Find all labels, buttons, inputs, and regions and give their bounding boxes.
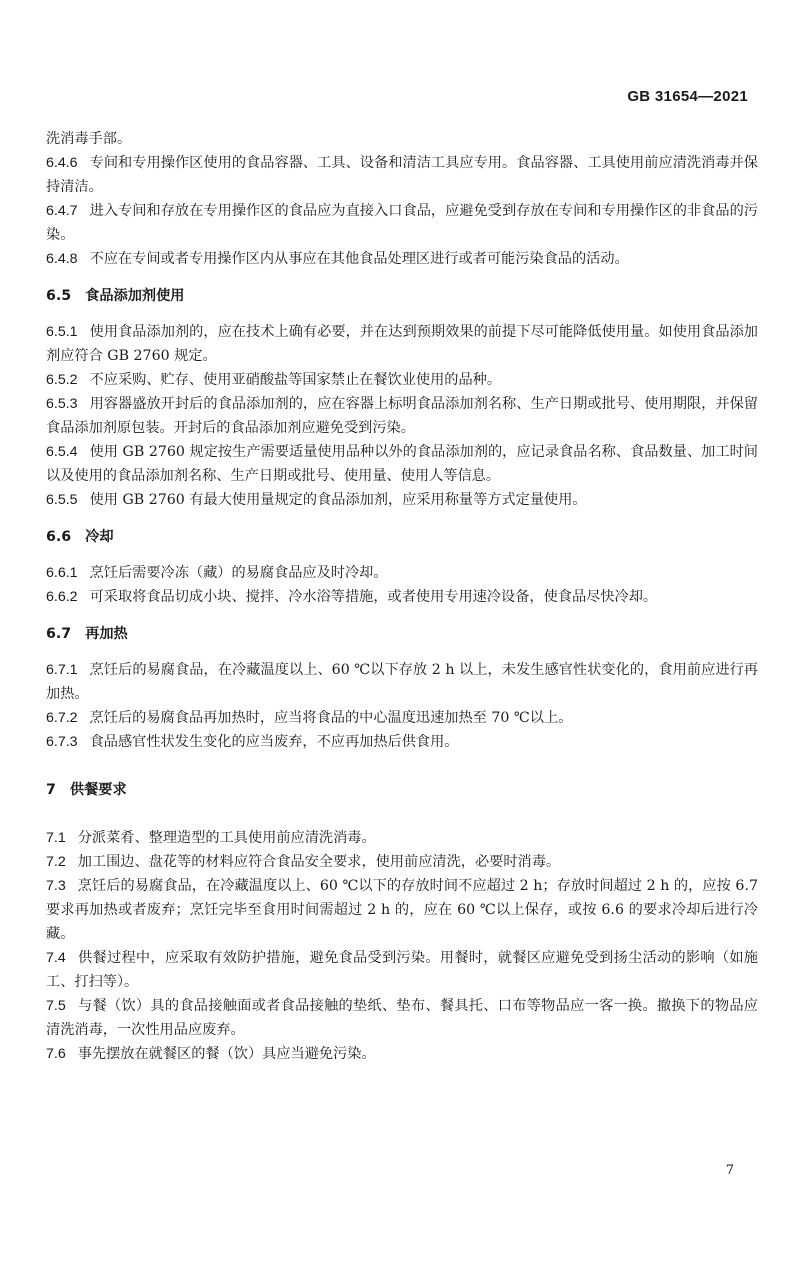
clause-6-7-3: 6.7.3 食品感官性状发生变化的应当废弃，不应再加热后供食用。 (46, 734, 459, 750)
clause-6-5-3: 6.5.3 用容器盛放开封后的食品添加剂的，应在容器上标明食品添加剂名称、生产日期或批号、使用期限，并保留食品添加剂原包装。开封后的食品添加剂应避免受到污染。 (46, 396, 758, 436)
standard-number-header: GB 31654—2021 (627, 88, 748, 105)
clause-6-4-6: 6.4.6 专间和专用操作区使用的食品容器、工具、设备和清洁工具应专用。食品容器、工具使用前应清洗消毒并保持清洁。 (46, 155, 758, 195)
chapter-heading-7: 7 供餐要求 (46, 782, 127, 798)
section-heading-6-7: 6.7 再加热 (46, 626, 128, 642)
section-heading-6-6: 6.6 冷却 (46, 529, 114, 545)
clause-6-6-1: 6.6.1 烹饪后需要冷冻（藏）的易腐食品应及时冷却。 (46, 565, 388, 581)
clause-7-3: 7.3 烹饪后的易腐食品，在冷藏温度以上、60 ℃以下的存放时间不应超过 2 h；存放时间超过 2 h 的，应按 6.7 要求再加热或者废弃；烹饪完毕至食用时间需超过 2 h 的，应在 60 ℃以上保存，或按 6.6 的要求冷却后进行冷藏。 (46, 878, 758, 942)
clause-7-1: 7.1 分派菜肴、整理造型的工具使用前应清洗消毒。 (46, 830, 376, 846)
clause-6-5-2: 6.5.2 不应采购、贮存、使用亚硝酸盐等国家禁止在餐饮业使用的品种。 (46, 372, 502, 388)
clause-6-4-8: 6.4.8 不应在专间或者专用操作区内从事应在其他食品处理区进行或者可能污染食品的活动。 (46, 251, 629, 267)
paragraph-continuation: 洗消毒手部。 (46, 131, 132, 147)
clause-6-5-4: 6.5.4 使用 GB 2760 规定按生产需要适量使用品种以外的食品添加剂的，应记录食品名称、食品数量、加工时间以及使用的食品添加剂名称、生产日期或批号、使用量、使用人等信息。 (46, 444, 758, 484)
clause-6-7-1: 6.7.1 烹饪后的易腐食品，在冷藏温度以上、60 ℃以下存放 2 h 以上，未发生感官性状变化的，食用前应进行再加热。 (46, 662, 758, 702)
clause-7-4: 7.4 供餐过程中，应采取有效防护措施，避免食品受到污染。用餐时，就餐区应避免受到扬尘活动的影响（如施工、打扫等）。 (46, 950, 758, 990)
clause-6-4-7: 6.4.7 进入专间和存放在专用操作区的食品应为直接入口食品，应避免受到存放在专间和专用操作区的非食品的污染。 (46, 203, 758, 243)
clause-6-5-1: 6.5.1 使用食品添加剂的，应在技术上确有必要，并在达到预期效果的前提下尽可能降低使用量。如使用食品添加剂应符合 GB 2760 规定。 (46, 324, 758, 364)
clause-7-6: 7.6 事先摆放在就餐区的餐（饮）具应当避免污染。 (46, 1046, 376, 1062)
clause-7-5: 7.5 与餐（饮）具的食品接触面或者食品接触的垫纸、垫布、餐具托、口布等物品应一客一换。撤换下的物品应清洗消毒，一次性用品应废弃。 (46, 998, 758, 1038)
clause-7-2: 7.2 加工围边、盘花等的材料应符合食品安全要求，使用前应清洗，必要时消毒。 (46, 854, 561, 870)
clause-6-6-2: 6.6.2 可采取将食品切成小块、搅拌、冷水浴等措施，或者使用专用速冷设备，使食品尽快冷却。 (46, 589, 658, 605)
page-content (46, 127, 758, 1066)
page-number: 7 (725, 1163, 734, 1178)
clause-6-5-5: 6.5.5 使用 GB 2760 有最大使用量规定的食品添加剂，应采用称量等方式定量使用。 (46, 492, 587, 508)
clause-6-7-2: 6.7.2 烹饪后的易腐食品再加热时，应当将食品的中心温度迅速加热至 70 ℃以上。 (46, 710, 573, 726)
section-heading-6-5: 6.5 食品添加剂使用 (46, 288, 185, 304)
